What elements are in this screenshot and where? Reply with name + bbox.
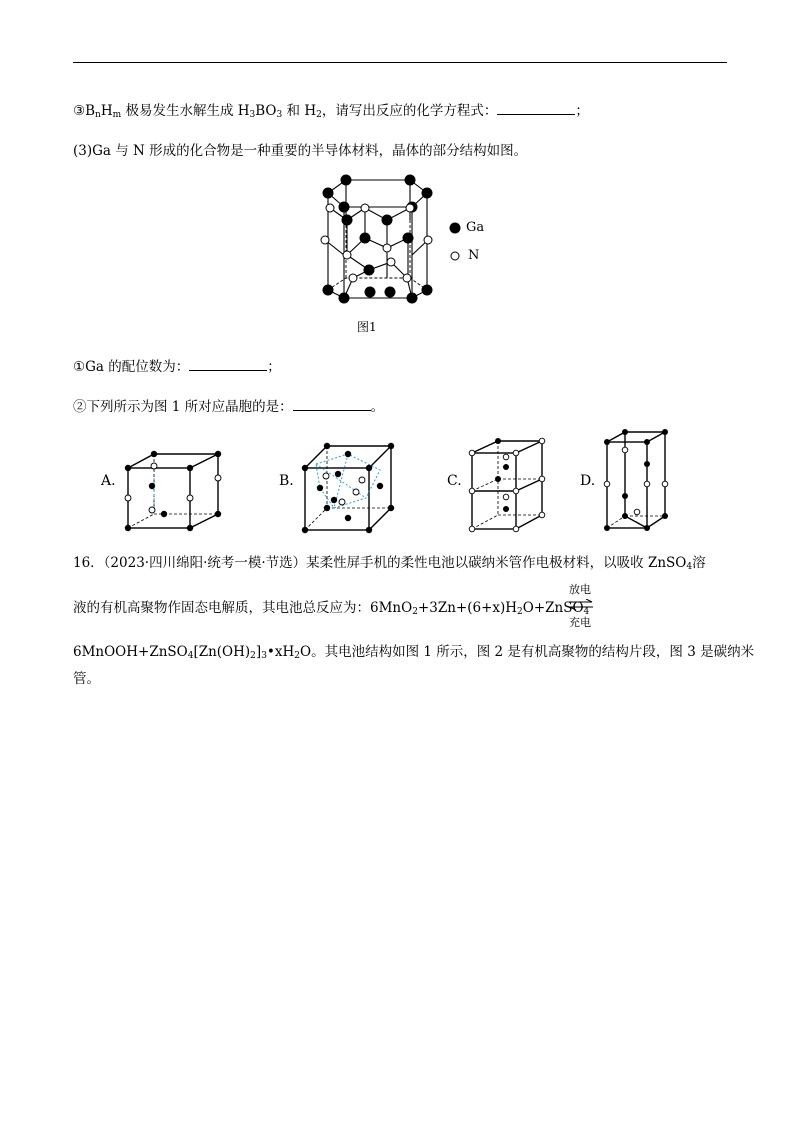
question-1-line: ①Ga 的配位数为： ； [73, 356, 281, 377]
question-16-line-3: $6MnOOH+ZnSO_4[Zn(OH)_2]_3•xH_2O$。其电池结构如图 1 所示，图 2 是有机高聚物的结构片段，图 3 是碳纳米 [73, 644, 755, 661]
answer-blank-coordination[interactable] [189, 356, 267, 371]
answer-blank-equation[interactable] [497, 100, 575, 115]
option-d-prism[interactable] [601, 428, 671, 532]
answer-blank-unit-cell[interactable] [293, 396, 371, 411]
question-2-line: ②下列所示为图 1 所对应晶胞的是： 。 [73, 396, 384, 417]
figure-1-crystal-structure [295, 170, 495, 310]
legend-n-label: N [468, 248, 480, 263]
figure-1-caption: 图1 [357, 320, 377, 334]
option-b-cube[interactable] [300, 442, 398, 534]
question-16-line-1: 16．（2023·四川绵阳·统考一模·节选）某柔性屏手机的柔性电池以碳纳米管作电极材料，以吸收 ZnSO$_4$溶 [73, 555, 706, 572]
arrow-label-discharge: 放电 [569, 583, 591, 596]
part-3-line: (3)Ga 与 N 形成的化合物是一种重要的半导体材料，晶体的部分结构如图。 [73, 143, 528, 159]
circle-number: ③ [73, 103, 86, 119]
legend-ga-label: Ga [466, 220, 485, 235]
option-c-label[interactable]: C. [447, 473, 462, 489]
reversible-arrow-icon [567, 599, 595, 611]
option-b-label[interactable]: B. [279, 473, 294, 489]
option-a-label[interactable]: A. [101, 473, 116, 489]
header-rule [73, 62, 727, 63]
legend-ga-marker [450, 223, 461, 234]
option-d-label[interactable]: D. [580, 473, 596, 489]
question-16-line-4: 管。 [73, 671, 100, 687]
legend-n-marker [451, 252, 459, 260]
question-3-line: $③B_nH_m$ 极易发生水解生成 $H_3BO_3$ 和 $H_2$，请写出反应的化学方程式： ； [73, 100, 589, 121]
arrow-label-charge: 充电 [569, 616, 591, 629]
question-16-line-2: 液的有机高聚物作固态电解质，其电池总反应为：$6MnO_2+3Zn+(6+x)H_2O+ZnSO_4$ [73, 600, 590, 617]
option-a-cube[interactable] [122, 448, 228, 534]
option-c-prism[interactable] [466, 437, 548, 533]
